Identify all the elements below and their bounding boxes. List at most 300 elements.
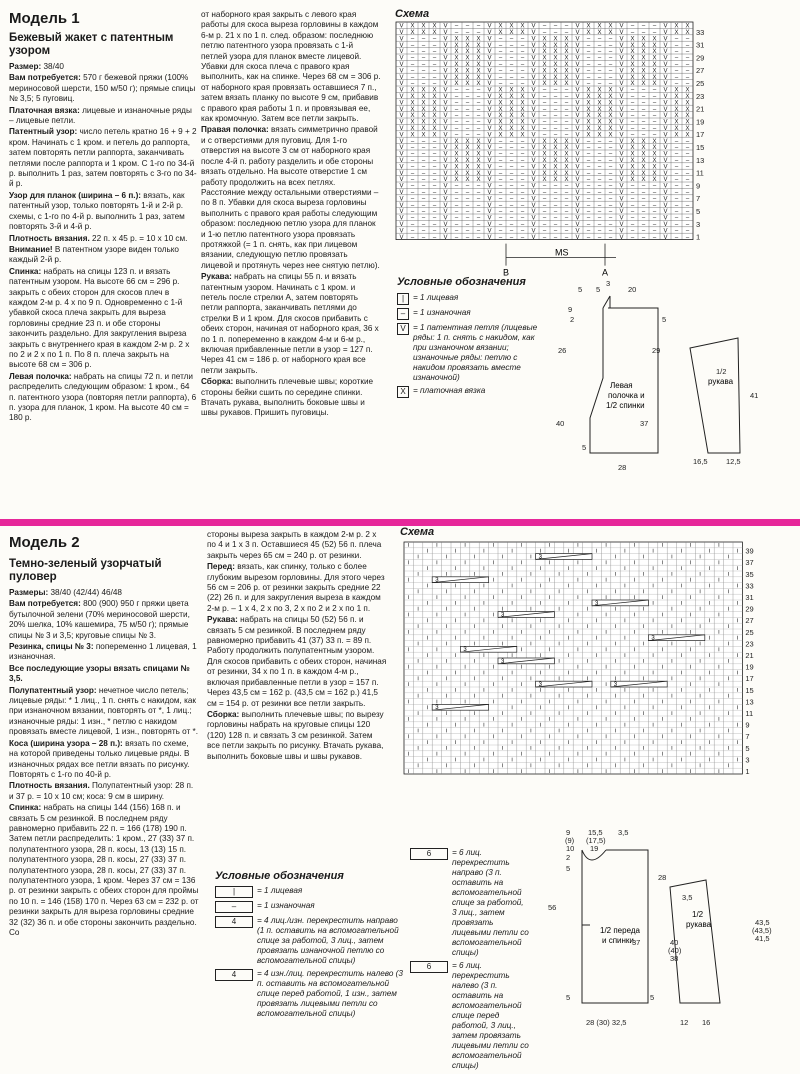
m1c2-paragraph: от наборного края закрыть с левого края работы для скоса выреза горловины в каждом 6-м р. 21 х по 1 п. след. образом: последнюю петлю патентного узора провязать с 1-й петлей узора для планок вместе лицевой. Убавки для скоса плеча с правого края выполнить, как на спинке. Через 68 см = 306 р. от наборного края провязать оставшиеся 7 п., затем вязать планку по высоте 9 см, прибавив с правого края работы 1 п. и провязывая ее, как кромочную. Затем все петли закрыть. [201, 10, 381, 124]
m2-legend-text: = 4 изн./лиц. перекрестить налево (3 п. оставить на вспомогательной спице перед работой, 1 изн., затем провязать лицевыми петли со вспомогательной спицы) [257, 969, 403, 1018]
m1-chart-cell: X [608, 23, 613, 30]
model2-legend-title: Условные обозначения [215, 870, 344, 882]
m1-chart-cell: V [575, 55, 580, 62]
m1-chart-cell: V [399, 42, 404, 49]
m1-chart-cell: X [465, 158, 470, 164]
m1-chart-cell: – [410, 68, 415, 75]
m1-chart-cell: X [608, 87, 613, 94]
m1-chart-cell: X [509, 119, 514, 126]
m1-chart-cell: – [542, 100, 547, 107]
dim-a: 5 [578, 285, 583, 294]
m1-chart-cell: – [586, 234, 591, 241]
m1-chart-cell: V [619, 81, 624, 88]
m1-chart-cell: V [663, 215, 668, 222]
m1-chart-cell: X [685, 119, 690, 126]
m1-chart-cell: V [531, 62, 536, 68]
m1-chart-cell: V [663, 158, 668, 164]
model1-title: Модель 1 [9, 10, 80, 27]
m1-chart-cell: – [674, 183, 679, 190]
m1-chart-cell: X [586, 126, 591, 132]
m1-chart-cell: – [652, 100, 657, 107]
dim2-o: (40) [668, 946, 682, 955]
m1-chart-cell: – [564, 119, 569, 126]
m1-chart-cell: V [619, 74, 624, 81]
m1-chart-cell: – [520, 158, 525, 164]
m1-chart-cell: – [641, 106, 646, 113]
m1-chart-cell: X [553, 81, 558, 88]
m1-chart-cell: – [597, 202, 602, 209]
m1-chart-cell: X [652, 81, 657, 88]
dim-d: 20 [628, 285, 637, 294]
m1-chart-cell: V [487, 42, 492, 49]
m1-chart-cell: – [586, 151, 591, 158]
m1-chart-cell: X [410, 87, 415, 94]
m1-chart-cell: – [432, 68, 437, 75]
m1-chart-cell: – [652, 196, 657, 203]
m1-chart-cell: – [509, 170, 514, 177]
m1-chart-cell: X [641, 74, 646, 81]
m1-chart-cell: – [630, 126, 635, 132]
m1-chart-cell: X [685, 100, 690, 107]
m2-row-number: 15 [745, 685, 754, 695]
m1-row-number: 11 [696, 168, 704, 178]
m1-chart-cell: V [575, 106, 580, 113]
m1-chart-cell: – [586, 183, 591, 190]
dim-q: 1/2 [716, 367, 727, 376]
m1-chart-cell: – [454, 234, 459, 241]
m1-chart-cell: – [410, 183, 415, 190]
m1-chart-cell: X [509, 30, 514, 36]
m1-chart-cell: – [685, 183, 690, 190]
m1-chart-cell: V [399, 132, 404, 139]
model2-instructions [9, 588, 199, 938]
m1-chart-cell: – [553, 209, 558, 216]
m1-chart-cell: – [685, 222, 690, 228]
m1-chart-cell: X [674, 126, 679, 132]
m1-chart-cell: – [630, 228, 635, 235]
m1-chart-cell: – [674, 190, 679, 196]
m1-chart-cell: – [410, 228, 415, 235]
m1-chart-cell: – [476, 100, 481, 107]
m1-chart-cell: V [487, 209, 492, 216]
m1-chart-cell: V [663, 170, 668, 177]
m1-chart-cell: V [663, 183, 668, 190]
m1c1-heading: Левая полочка: [9, 371, 72, 381]
m1-chart-cell: – [509, 215, 514, 222]
m1-chart-cell: – [542, 30, 547, 36]
m1-chart-cell: – [421, 215, 426, 222]
m1-chart-cell: V [399, 106, 404, 113]
m1-chart-cell: V [443, 132, 448, 139]
m1-chart-cell: X [641, 49, 646, 56]
m1-chart-cell: – [564, 234, 569, 241]
m1-chart-cell: V [619, 23, 624, 30]
m1-chart-cell: V [575, 183, 580, 190]
m1-chart-cell: X [498, 94, 503, 100]
m1-chart-cell: X [641, 81, 646, 88]
m1-chart-cell: – [421, 222, 426, 228]
m1-chart-cell: – [454, 100, 459, 107]
m1-chart-cell: V [531, 202, 536, 209]
m1-chart-cell: – [564, 30, 569, 36]
m1-chart-cell: – [597, 183, 602, 190]
m1-chart-cell: V [399, 215, 404, 222]
m1-chart-cell: – [476, 209, 481, 216]
m1-chart-cell: X [465, 36, 470, 43]
m2c1-paragraph: Вам потребуется: 800 (900) 950 г пряжи цвета бутылочной зелени (70% мериносовой шерсти, 20% шелка, 10% кашемира, 75 м/50 г); прямые спицы № 3 и 3,5; круговые спицы № 3. [9, 599, 190, 640]
m1-row-number: 7 [696, 194, 701, 204]
m1-chart-cell: X [509, 126, 514, 132]
m1-chart-cell: X [410, 30, 415, 36]
m1-chart-cell: V [399, 87, 404, 94]
m1-chart-cell: X [476, 145, 481, 152]
model2-text-col1 [9, 534, 199, 1034]
m1-chart-cell: – [641, 228, 646, 235]
m2b-legend-row [410, 848, 530, 958]
m1-chart-cell: V [443, 145, 448, 152]
m1-chart-cell: V [487, 151, 492, 158]
m1-chart-cell: – [432, 183, 437, 190]
m1-chart-cell: – [652, 202, 657, 209]
m1-chart-cell: X [432, 126, 437, 132]
m2-cable-label: 3 [651, 635, 655, 642]
m1-chart-cell: X [465, 164, 470, 171]
m1-chart-cell: V [663, 106, 668, 113]
m1-chart-cell: – [432, 164, 437, 171]
dim-f: 2 [570, 315, 575, 324]
m1-chart-cell: – [509, 55, 514, 62]
m1-chart-cell: V [575, 30, 580, 36]
m1-chart-cell: – [641, 222, 646, 228]
m1-chart-cell: – [674, 55, 679, 62]
m1-chart-cell: – [630, 87, 635, 94]
m1-chart-cell: – [498, 62, 503, 68]
m1c1-paragraph: Размер: 38/40 [9, 62, 64, 71]
m1-chart-cell: – [476, 190, 481, 196]
m1-chart-cell: V [575, 87, 580, 94]
m1-chart-cell: – [641, 132, 646, 139]
m1-chart-cell: – [509, 145, 514, 152]
m1-chart-cell: X [432, 23, 437, 30]
dim2-w: 12 [680, 1018, 689, 1027]
m1-chart-cell: V [531, 138, 536, 145]
m1-chart-cell: X [597, 100, 602, 107]
m1-chart-cell: – [498, 158, 503, 164]
m1-chart-cell: V [443, 234, 448, 241]
m1-chart-cell: – [498, 151, 503, 158]
m1-chart-cell: – [630, 234, 635, 241]
m1-chart-cell: X [652, 145, 657, 152]
m1-legend-row [397, 308, 545, 320]
m1-chart-cell: V [443, 209, 448, 216]
model2-legend-cont [410, 848, 530, 1074]
m1c1-heading: Узор для планок (ширина – 6 п.): [9, 190, 142, 200]
m1-chart-cell: – [465, 87, 470, 94]
m1-chart-cell: V [443, 164, 448, 171]
m1-chart-cell: – [674, 177, 679, 184]
m1-chart-cell: – [498, 209, 503, 216]
m1-chart-cell: – [674, 49, 679, 56]
m2c2-heading: Сборка: [207, 709, 240, 719]
m1-chart-cell: V [663, 228, 668, 235]
m1c1-paragraph: Узор для планок (ширина – 6 п.): вязать, как патентный узор, только повторять 1-й и 2-й р. схемы, с 1-го по 4-й р. выполнить 1 раз, затем повторять 3-й и 4-й р. [9, 190, 185, 232]
m1-chart-cell: – [520, 81, 525, 88]
m1-chart-cell: – [674, 138, 679, 145]
m1-chart-cell: – [586, 62, 591, 68]
m1-chart-cell: – [685, 158, 690, 164]
m1-chart-cell: X [454, 164, 459, 171]
dim2-f: 19 [590, 844, 599, 853]
m1-chart-cell: X [608, 94, 613, 100]
m1-chart-cell: – [542, 222, 547, 228]
m1c1-paragraph: Внимание! В патентном узоре виден только каждый 2-й р. [9, 244, 179, 265]
m1-chart-cell: X [641, 145, 646, 152]
m1-chart-cell: – [674, 228, 679, 235]
m1-chart-cell: X [454, 138, 459, 145]
m1-chart-cell: V [663, 94, 668, 100]
m1-chart-cell: V [531, 74, 536, 81]
m1-chart-cell: – [465, 183, 470, 190]
m1-chart-cell: – [597, 151, 602, 158]
model1-legend [397, 293, 545, 401]
m1-chart-cell: – [608, 209, 613, 216]
m2-row-number: 9 [745, 720, 750, 730]
dim-o: 12,5 [726, 457, 741, 466]
m1-chart-cell: X [597, 119, 602, 126]
m1-chart-cell: X [454, 170, 459, 177]
m1-chart-cell: – [509, 62, 514, 68]
m1-chart-cell: – [410, 170, 415, 177]
m1-chart-cell: V [399, 126, 404, 132]
m1-chart-cell: – [674, 158, 679, 164]
m1-chart-cell: – [630, 30, 635, 36]
m1-chart-cell: – [586, 215, 591, 222]
label-front: Левая полочка и 1/2 спинки [606, 381, 645, 410]
m1-chart-cell: – [608, 164, 613, 171]
model1-instructions-cont [201, 10, 381, 419]
m1-chart-cell: – [421, 209, 426, 216]
m1-chart-cell: X [520, 23, 525, 30]
m1-chart-cell: – [597, 74, 602, 81]
m1-chart-cell: X [685, 113, 690, 120]
m1-chart-cell: V [443, 100, 448, 107]
dim2-j: 28 [658, 873, 667, 882]
m1-chart-cell: V [531, 170, 536, 177]
m1-chart-cell: – [410, 196, 415, 203]
m2-legend-symbol-icon: 4 [215, 969, 253, 981]
m1-chart-cell: V [663, 132, 668, 139]
m1-chart-cell: – [685, 196, 690, 203]
m2-legend-row [215, 916, 405, 966]
m1-chart-cell: V [575, 132, 580, 139]
m1-chart-cell: – [520, 183, 525, 190]
dim-e: 9 [568, 305, 573, 314]
m1-chart-cell: V [619, 113, 624, 120]
m1-chart-cell: X [608, 126, 613, 132]
m1-chart-cell: X [520, 132, 525, 139]
m1-chart-cell: X [608, 119, 613, 126]
m1-row-number: 33 [696, 27, 705, 37]
m1-chart-cell: V [619, 36, 624, 43]
m1-chart-cell: X [542, 145, 547, 152]
m1-chart-cell: – [630, 202, 635, 209]
m1-chart-cell: – [674, 81, 679, 88]
m1-chart-cell: V [575, 138, 580, 145]
m1-chart-cell: V [443, 36, 448, 43]
m1-chart-cell: V [399, 209, 404, 216]
m1-chart-cell: V [443, 42, 448, 49]
m1-chart-cell: – [520, 145, 525, 152]
m1-chart-cell: V [575, 126, 580, 132]
m1-chart-cell: – [509, 164, 514, 171]
m1-chart-cell: – [454, 30, 459, 36]
label-sleeve: рукава [708, 377, 734, 386]
m1-chart-cell: X [454, 68, 459, 75]
m1-row-number: 27 [696, 66, 705, 76]
m1-chart-cell: – [432, 190, 437, 196]
m1-row-number: 15 [696, 143, 705, 152]
dim2-d: 15,5 [588, 828, 603, 837]
m1-chart-cell: V [575, 81, 580, 88]
m1-chart-cell: X [421, 100, 426, 107]
m1-chart-cell: – [498, 222, 503, 228]
m1-chart-cell: – [421, 74, 426, 81]
m1-legend-row [397, 386, 545, 398]
m1-chart-cell: – [564, 183, 569, 190]
m1c2-heading: Правая полочка: [201, 125, 269, 135]
m1-chart-cell: V [443, 68, 448, 75]
m1-chart-cell: V [487, 215, 492, 222]
m1-chart-cell: V [399, 81, 404, 88]
m1-chart-cell: V [619, 158, 624, 164]
m1-chart-cell: – [685, 138, 690, 145]
m1-chart-cell: – [454, 119, 459, 126]
m1-chart-cell: – [608, 234, 613, 241]
m1-chart-cell: V [487, 183, 492, 190]
m1-chart-cell: X [564, 177, 569, 184]
m1-chart-cell: – [608, 138, 613, 145]
m1-chart-cell: X [520, 87, 525, 94]
m1-chart-cell: V [443, 177, 448, 184]
m1-chart-cell: – [553, 196, 558, 203]
m1-chart-cell: – [432, 234, 437, 241]
m1-chart-cell: – [674, 196, 679, 203]
m1-chart-cell: – [597, 138, 602, 145]
m1-chart-cell: X [476, 68, 481, 75]
m1-chart-cell: X [553, 158, 558, 164]
m1-chart-cell: – [498, 68, 503, 75]
m1-chart-cell: V [487, 196, 492, 203]
m1-chart-cell: – [652, 209, 657, 216]
m1-legend-text: = платочная вязка [413, 386, 486, 395]
m1-chart-cell: V [487, 49, 492, 56]
m1c2-paragraph: Правая полочка: вязать симметрично правой и с отверстиями для пуговиц. Для 1-го отверстия на высоте 3 см от наборного края после 4-й п. работу разделить и обе стороны вязать отдельно. На высоте отверстие 1 см работу продолжить на всех петлях. Расстояние между остальными отверстиями – по 8 п. Убавки для скоса выреза горловины выполнить с правого края работы следующим образом: последнюю петлю узора для планок и 1-ю петлю патентного узора провязать протяжкой (= 1 п. снять, как при лицевом вязании, следующую петлю провязать лицевой и протянуть через нее снятую петлю). [201, 125, 380, 270]
m1-chart-cell: X [641, 36, 646, 43]
m1-chart-cell: – [652, 234, 657, 241]
m1c1-paragraph: Левая полочка: набрать на спицы 72 п. и петли распределить следующим образом: 1 кром., 64 п. патентного узора (повторяя петли раппорта), 6 п. узора для планок, 1 кром. На высоте 40 см = 180 р. [9, 371, 197, 423]
m1-chart-cell: X [476, 158, 481, 164]
m1-chart-cell: – [608, 74, 613, 81]
m1-chart-cell: – [421, 190, 426, 196]
m1-chart-cell: X [476, 74, 481, 81]
m1-chart-cell: V [399, 196, 404, 203]
m2-row-number: 7 [745, 732, 750, 742]
m1-chart-cell: – [641, 183, 646, 190]
m1-chart-cell: – [630, 100, 635, 107]
m1-chart-cell: V [531, 68, 536, 75]
m1-chart-cell: – [597, 145, 602, 152]
m2c1-heading: Вам потребуется: [9, 599, 81, 609]
m1-chart-cell: – [509, 68, 514, 75]
m1-chart-cell: – [685, 151, 690, 158]
m1-chart-cell: X [421, 87, 426, 94]
m2-cable-label: 3 [538, 682, 542, 688]
m1-chart-cell: – [553, 202, 558, 209]
m1-chart-cell: – [465, 190, 470, 196]
m1-chart-cell: – [553, 94, 558, 100]
m1-chart-cell: – [542, 113, 547, 120]
m1-chart-cell: X [564, 158, 569, 164]
dim2-q: 43,5 [755, 918, 770, 927]
m1-chart-cell: – [553, 183, 558, 190]
m2-cable-label: 3 [435, 705, 439, 712]
m1-chart-cell: X [630, 74, 635, 81]
m1-chart-cell: – [454, 183, 459, 190]
m1-chart-cell: X [685, 87, 690, 94]
m1-chart-cell: V [663, 87, 668, 94]
m1-legend-symbol-icon: | [397, 293, 409, 305]
m1-chart-cell: V [531, 126, 536, 132]
m1-chart-cell: V [443, 215, 448, 222]
m1-chart-cell: V [619, 87, 624, 94]
m1-chart-cell: – [421, 202, 426, 209]
dim2-a: 9 [566, 828, 571, 837]
m1-chart-cell: V [443, 106, 448, 113]
m1-chart-cell: V [487, 94, 492, 100]
m1-chart-cell: – [564, 190, 569, 196]
m1-chart-cell: – [465, 94, 470, 100]
m1-chart-cell: V [443, 113, 448, 120]
m1-chart-cell: – [652, 126, 657, 132]
m1-chart-cell: – [652, 183, 657, 190]
m1-chart-cell: V [663, 164, 668, 171]
m1c2-heading: Рукава: [201, 272, 232, 282]
m1-chart-cell: V [575, 190, 580, 196]
m2c1-heading: Размеры: [9, 588, 49, 597]
m1-chart-cell: X [652, 158, 657, 164]
m1-chart-cell: X [454, 151, 459, 158]
m1-chart-cell: V [487, 158, 492, 164]
m1-chart-cell: – [685, 170, 690, 177]
m1-chart-cell: – [421, 62, 426, 68]
m1-chart-cell: V [399, 170, 404, 177]
m1-chart-cell: V [663, 55, 668, 62]
m1-chart-cell: – [608, 145, 613, 152]
m1-chart-cell: X [652, 42, 657, 49]
m1-chart-cell: V [663, 190, 668, 196]
dim-g: 5 [662, 315, 667, 324]
m2-legend-row [215, 969, 405, 1019]
m1-chart-cell: – [454, 132, 459, 139]
m1-chart-cell: – [509, 81, 514, 88]
m1-chart-cell: V [487, 145, 492, 152]
m1-chart-cell: – [608, 42, 613, 49]
m1-chart-cell: – [597, 190, 602, 196]
dim2-r: (43,5) [752, 926, 772, 935]
m1-chart-cell: – [454, 87, 459, 94]
m1-chart-cell: V [487, 177, 492, 184]
m1-chart-cell: V [531, 23, 536, 30]
